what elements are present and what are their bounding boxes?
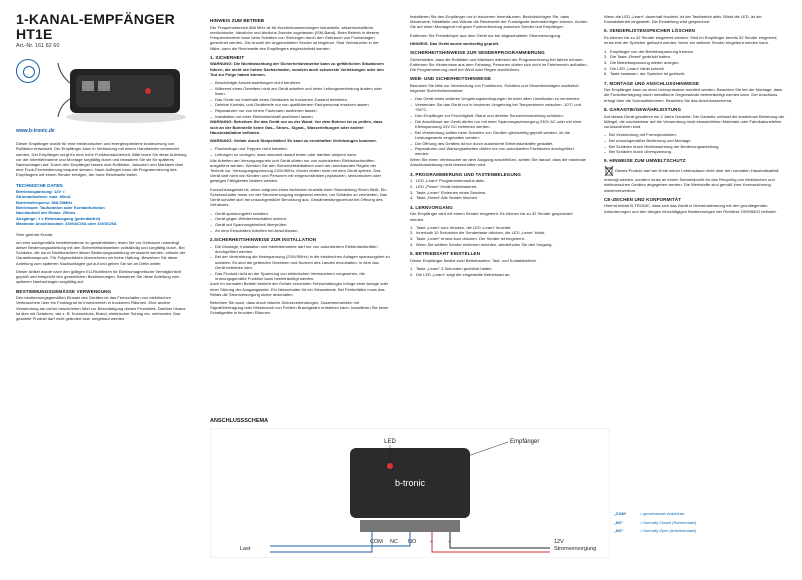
- contact-key: „COM“: [614, 512, 627, 516]
- intro-text: Dieser Empfänger wurde für eine elektronischen und energieoptimierte Ansteuerung von Rollläden entwickelt. Der Empfänger kann in Verbindung mit einem Handsender verwendet werden. Der Empfänger sorgt für eine hohe Funktionssicherheit. Bitte lesen Sie diese Anleitung vor der Inbetriebnahme und Montage sorgfältig durch und bewahren Sie sie für späteres Nachschlagen auf. Durch den Empfänger lassen sich Rollläden, Jalousien und Markisen über eine Funk-Fernbedienung bequem steuern. Nach Auflegen kann die Programmierung des Empfängers mit einem Sender erfolgen, der hohe Reichweite bietet.: [16, 141, 187, 178]
- paragraph: Dieser Empfänger besitzt zwei Betriebsarten: Tast- und Kontaktbetrieb.: [410, 257, 538, 263]
- list-item: – Die Montage, Installation und Inbetriebnahme darf nur von autorisiertem Elektrofachkräften durchgeführt werden.: [210, 244, 390, 254]
- section-heading: WEB- UND SICHERHEITSHINWEISE: [410, 76, 492, 82]
- list-item: – Den Empfänger vor Feuchtigkeit, Staub und direkter Sonneneinstrahlung schützen.: [410, 113, 588, 118]
- list-item: – Flachmänge und Treppen nicht betreten.: [210, 146, 390, 151]
- paragraph: Wenn Sie einen Verbraucher an dem Ausgang anschließen, achten Sie darauf, dass die maximale Anschlussleistung nicht überschritten wird.: [410, 157, 586, 168]
- bullet-list: [604, 132, 786, 154]
- tech-list: [16, 189, 188, 227]
- section-heading: HINWEIS ZUM BETRIEB: [210, 18, 265, 23]
- list-item: 3. Taste „Learn“ Einlernen eines Senders.: [410, 189, 487, 195]
- paragraph: Auf dieses Gerät gewähren wir 2 Jahre Garantie. Die Garantie umfasst die kostenlose Behebung der Mängel, die nachweisbar auf die Verwendung nicht einwandfreien Materials oder Fabrikationsfehler zurückzuführen sind.: [604, 113, 785, 129]
- brand-logo-icon: [16, 59, 40, 83]
- wheelie-bin-icon: [604, 165, 614, 177]
- paragraph: Alle Arbeiten am Versorgungsnetz und Gerät dürfen nur von autorisierten Elektrofachkräften ausgeführt werden. Wenden Sie den Sicherheitsleitsätzen nach den anerkannten Regeln der Technik vor. Versorgungsspannung 230V/50Hz, Kinder dürfen nicht mit dem Gerät spielen. Das Gerät darf nicht von Kindern und Personen mit eingeschränkten physischen, sensorischen oder geistigen Fähigkeiten bedient werden.: [210, 157, 381, 184]
- section-heading-text: 9. HINWEISE ZUM UMWELTSCHUTZ: [604, 158, 686, 164]
- contact-value: = gemeinsamer Anschluss: [640, 512, 685, 516]
- list-item: – Installation nur einer Elektrofachkraft ausführen lassen.: [210, 114, 390, 119]
- tech-title: TECHNISCHE DATEN: [16, 182, 63, 188]
- contact-value: = Normally Open (Arbeitskontakt): [640, 529, 697, 534]
- greeting: Sehr geehrte Kunde,: [16, 231, 54, 237]
- list-item: – Bei Schäden durch Überspannung.: [604, 149, 786, 154]
- power-label: Stromversorgung: [554, 546, 597, 552]
- warning-text: WARNUNG: Die Nichtbeachtung der Sicherheitshinweise kann zu gefährlichen Situationen führen, die nicht nur hohen Sachschaden, sondern auch schwerste Verletzungen oder den Tod zur Folge haben können.: [210, 61, 384, 77]
- list-item: 2. LED „Power“ Gerät betriebsbereit.: [410, 183, 478, 189]
- warning-text: WARNUNG: Betreiben Sie das Gerät nur an der Wand. Vor dem Bohren ist zu prüfen, dass sich an der Bohrstelle keine Gas-, Strom-, Signal-, Wasserleitungen oder andere Hausinstallation befinden.: [210, 119, 383, 135]
- paragraph: Hiermit erklärt B-TRONIC, dass sich das Gerät in Übereinstimmung mit den grundlegenden Anforderungen und den übrigen einschlägigen Bestimmungen der Richtlinie 1999/5/EG befindet.: [604, 203, 777, 214]
- list-item: 3. Taste „Learn“ erneut kurz drücken. Der Sender ist eingelernt.: [410, 236, 525, 242]
- paragraph: Auch im normalen Betrieb besteht der Gefahr vernetzten Fehlschaltungen infolge einer Anlage oder einer Störung der Ausgangsseite. Ein Netzschalter für ein Gesamtnetz. Bei Fehlerfällen muss das Relais die Stromversorgung sicher abschalten.: [210, 281, 389, 297]
- list-item: 1. LED „Learn“ Programmiermodus aktiv.: [410, 178, 485, 184]
- led-indicator: [387, 463, 393, 469]
- list-item: – Das Gerät eines anderen Umgebungsbedingungen ist unter allen Umständen zu vermeiden.: [410, 96, 588, 101]
- list-item: – Bei der Verdrahtung die Netzspannung (230V/50Hz) in die elektrischen Anlagen spannungsfrei zu schalten. Es sind die geltenden Gesetzen und Normen des Landes einzuhalten, in dem das Gerät betrieben wird.: [210, 254, 390, 270]
- list-item: – Leitungen so verlegen, dass niemand darauf treten oder darüber stolpern kann.: [210, 152, 390, 157]
- list-item: 5. Taste loslassen, der Speicher ist gelöscht.: [604, 71, 686, 77]
- list-item: – Beschädigte Anschlussleitungen nicht berühren.: [210, 80, 390, 85]
- list-item: 4. Taste „Reset“ Alle Sender löschen.: [410, 195, 479, 201]
- list-item: 2. Die Taste „Reset“ gedrückt halten.: [604, 54, 672, 60]
- contact-row: [614, 529, 789, 534]
- list-item: – Bei Schäden durch Nichtbeachtung der Bedienungsanleitung.: [604, 144, 786, 149]
- column-2: [210, 14, 390, 319]
- paragraph: Der Frequenzbereich 868 MHz ist für Kurzfunkanwendungen industrielle, wissenschaftliche, medizinische, häusliche und ähnliche Zwecke zugelassen (ISM-Band). Beim Betrieb in diesem Frequenzbereich kann beim Schalten von Störungen durch den Gebrauch von Funkanlagen gerechnet werden. Die Anzahl der angemeldeten Sender ist begrenzt. Sind Verbraucher in der Nähe, kann die Reichweite des Empfängers eingeschränkt werden.: [210, 24, 380, 51]
- section-heading: 4. LERNVORGANG: [410, 204, 453, 210]
- list-item: 2. Innerhalb 10 Sekunden die Sendertaste drücken, die LED „Learn“ blinkt.: [410, 230, 546, 236]
- paragraph: Entfernen Sie Fremdkörper aus dem Gerät nur bei abgeschalteter Stromversorgung.: [410, 32, 562, 38]
- section-heading: 7. MONTAGE UND ANSCHLUSSHINWEISE: [604, 80, 700, 86]
- bullet-list: [210, 146, 390, 157]
- paragraph: Der Empfänger kann an einer Unterputzdose montiert werden. Beachten Sie bei der Montage, dass die Funkübertragung durch metallische Gegenstände beeinträchtigt werden kann. Der Anschluss erfolgt über die Schraubklemmen. Beachten Sie das Anschlussschema.: [604, 87, 783, 103]
- list-item: – Die Anschlüsse am Gerät dürfen nur mit einer Spannungsversorgung 230V AC oder mit einer Kleinspannung 24V DC betrieben werden.: [410, 119, 588, 129]
- paragraph: Dieser Artikel wurde nach den gültigen EU-Richtlinien für Elektromagnetische Verträglichkeit geprüft und entspricht den gesetzlichen Bestimmungen. Bewahren Sie diese Anleitung zum späteren Nachschlagen sorgfältig auf.: [16, 268, 181, 285]
- list-item: – Während eines Gewitters nicht am Gerät arbeiten und keine Leitungsverbindung ändern oder lösen.: [210, 86, 390, 96]
- paragraph: Dieses Produkt darf am Ende seiner Lebensdauer nicht über den normalen Haushaltsabfall entsorgt werden, sondern muss an einem Sammelpunkt für das Recycling von elektrischen und elektronischen Geräten abgegeben werden. Die Werkstoffe sind gemäß ihrer Kennzeichnung wiederverwertbar.: [604, 165, 786, 193]
- section-heading: 1. SICHERHEIT: [210, 54, 245, 60]
- list-item: – Reparaturen nur von einem Fachmann ausführen lassen.: [210, 108, 390, 113]
- tech-row: Betriebsspannung: 12V ≈: [16, 188, 65, 194]
- device-label: Empfänger: [510, 439, 540, 445]
- wiring-diagram: [210, 428, 610, 558]
- note-text: HINWEIS: Das Gerät wurde werkseitig geprüft.: [410, 40, 500, 46]
- brand-row: [16, 55, 188, 141]
- list-item: – Gerät spannungsfrei schalten.: [210, 211, 390, 216]
- diagram-title: ANSCHLUSSSCHEMA: [210, 418, 269, 424]
- contact-row: [614, 521, 789, 526]
- tech-row: Nachlaufzeit der Relais: 250ms: [16, 210, 76, 216]
- list-item: 2. Die LED „Learn“ zeigt die eingestellte Betriebsart an.: [410, 271, 511, 277]
- list-item: – Die Öffnung des Gerätes ist nur durch autorisierte Elektrofachkräfte gestattet.: [410, 141, 588, 146]
- paragraph: Kurzschlussgefahr ist, wenn aufgrund eines fachlichen Ausfalls einer Stromleitung Strom fließt. Ein Schutzschalter muss vor der Stromversorgung eingesetzt werden, um Schäden zu vermeiden. Das Gerät schaltet sich bei unsachgemäßer Benutzung aus. Gewährleistungsverlust bei Öffnung des Gehäuses.: [210, 186, 388, 208]
- section-heading: 2.SICHERHEITSHINWEISE ZUR INSTALLATION: [210, 236, 317, 242]
- paragraph: Den bestimmungsgemäßen Einsatz des Gerätes ist das Fernschalten von elektrischen Verbrauchern über ein Funksignal im Innenbereich in trockenen Räumen. Eine andere Verwendung als vorher beschrieben führt zur Beschädigung dieses Produktes. Darüber hinaus ist dies mit Gefahren, wie z. B. Kurzschluss, Brand, elektrischer Schlag etc. verbunden. Das gesamte Produkt darf nicht geändert bzw. umgebaut werden.: [16, 295, 186, 322]
- paragraph: Sicherstellen, dass die Rollläden und Markisen während der Programmierung frei fahren können. Entfernen Sie Hindernisse aus dem Fahrweg. Personen dürfen sich nicht im Fahrbereich aufhalten. Die Programmierung nicht bei Wind oder Regen durchführen.: [410, 56, 588, 73]
- numbered-list: [410, 266, 588, 277]
- list-item: 4. Wenn Sie weitere Sender einlernen möchten, wiederholen Sie den Vorgang.: [410, 241, 553, 247]
- device-brand-label: b-tronic: [394, 478, 426, 488]
- tech-row: Maximale Anschlusslast: 230VAC/5A oder 24VDC/5A: [16, 221, 117, 227]
- section-heading: BESTIMMUNGSGEMÄSSE VERWENDUNG: [16, 288, 112, 294]
- tech-row: Betriebsart: Taufunktion oder Kontaktfunktion: [16, 205, 105, 211]
- contact-value: = Normally Closed (Ruhekontakt): [640, 520, 697, 525]
- list-item: – Das Gerät nur innerhalb eines Gebäudes im trockenen Zustand betreiben.: [210, 97, 390, 102]
- terminal-label: +: [430, 539, 434, 545]
- website-link[interactable]: www.b-tronic.de: [16, 128, 55, 135]
- tech-row: Stromaufnahme: max. 80mA: [16, 194, 71, 200]
- voltage-label: 12V: [554, 539, 564, 545]
- list-item: – Defekte Kontakt- und Geräteteile nur von qualifiziertem Fachpersonal ersetzen lassen.: [210, 102, 390, 107]
- list-item: 3. Die Betriebsspannung wieder anlegen.: [604, 59, 680, 65]
- contact-row: [614, 512, 789, 517]
- terminal-label: -: [448, 539, 450, 545]
- column-1: [16, 0, 188, 324]
- contacts-legend: [614, 512, 789, 538]
- list-item: – An dem Einschalten Arbeiten bei Anschlüssen.: [210, 228, 390, 233]
- terminal-label: NO: [408, 539, 417, 545]
- section-heading: 6. SENDERLISTENSPEICHER LÖSCHEN: [604, 28, 695, 34]
- column-3: [410, 14, 588, 277]
- paragraph: Betreiben Sie auch, dass durch falsche Schutzverbindungen, Zusammenwirken mit Signalübertragung oder Missbrauch von Fehlern Brandgefahr entstehen kann. Installieren Sie keine Schaltgeräte in feuchten Räumen.: [210, 300, 389, 316]
- list-item: – Bei Verwendung mit Fremdprodukten.: [604, 132, 786, 137]
- led-label: LED: [384, 439, 396, 445]
- list-item: 4. Die LED „Learn“ blinkt schnell.: [604, 65, 665, 71]
- numbered-list: [410, 178, 588, 200]
- receiver-device-image: [56, 55, 186, 125]
- paragraph: Wenn die LED „Learn“ dauerhaft leuchtet, ist der Tastbetrieb aktiv. Blinkt die LED, ist der Kontaktbetrieb eingestellt. Die Einstellung wird gespeichert.: [604, 14, 762, 25]
- paragraph: um eine sachgemäße Inbetriebnahme zu gewährleisten, lesen Sie vor Gebrauch unbedingt dieser Bedienungsanleitung mit den Sicherheitshinweisen vollständig und sorgfältig durch. Bei Schäden, die durch Nichtbeachten dieser Bedienungsanleitung verursacht werden, erlischt der Garantieanspruch. Für Folgeschäden übernehmen wir keine Haftung. Bewahren Sie diese Anleitung zum späteren Nachschlagen gut auf und geben Sie sie an Dritte weiter.: [16, 239, 186, 266]
- numbered-list: [604, 49, 786, 77]
- list-item: – Das Produkt nicht an der Spannung von elektrischen Verbrauchern vorgesehen, die ordnungsgemäße Funktion kann beeinträchtigt werden.: [210, 271, 390, 281]
- bullet-list: [410, 96, 588, 156]
- section-heading: [604, 158, 786, 163]
- section-heading: 8. GARANTIE/GEWÄHRLEISTUNG: [604, 106, 682, 112]
- paragraph: Es können bis zu 32 Sender eingelernt werden. Sind im Empfänger bereits 32 Sender eingelernt, muss erst der Speicher gelöscht werden, bevor ein weiterer Sender eingelernt werden kann.: [604, 35, 778, 46]
- terminal-block: [360, 520, 460, 532]
- warning-text: WARNUNG: Gefahr durch Stolperfallen! Es kann zu ernsthaften Verletzungen kommen.: [210, 138, 377, 144]
- section-heading: 3. PROGRAMMIERUNG UND TASTENBELEGUNG: [410, 171, 521, 177]
- contact-key: „NO“: [614, 529, 624, 534]
- list-item: – Reparaturen und Wartungsarbeiten dürfen nur von autorisierten Fachleuten durchgeführt werden.: [410, 146, 588, 156]
- list-item: 1. Taste „Learn“ kurz drücken, die LED „Learn“ leuchtet.: [410, 224, 512, 230]
- list-item: 1. Empfänger von der Betriebsspannung trennen.: [604, 48, 695, 54]
- section-heading: SICHERHEITSHINWEISE ZUR SENDERPROGRAMMIERUNG: [410, 50, 545, 56]
- bullet-list: [210, 80, 390, 119]
- column-4: [604, 14, 786, 217]
- section-heading: 5. BETRIEBSART EINSTELLEN: [410, 251, 481, 257]
- tech-row: Ausgänge: 1 x Relaisausgang (potentialfrei): [16, 215, 101, 221]
- page-title: 1-KANAL-EMPFÄNGER HT1E: [16, 11, 175, 42]
- bullet-list: [210, 211, 390, 233]
- list-item: 1. Taste „Learn“ 3 Sekunden gedrückt halten.: [410, 265, 493, 271]
- list-item: – Gerät auf Spannungsfreiheit überprüfen.: [210, 222, 390, 227]
- bullet-list: [210, 244, 390, 281]
- list-item: – Bei unsachgemäßer Bedienung und Montage.: [604, 138, 786, 143]
- paragraph: Installieren Sie den Empfänger nur in trockenen Innenräumen. Berücksichtigen Sie, dass Mauerwerk, Metallteile und Wände die Reichweite der Funksignale beeinträchtigen können. Achten Sie auf einen Montageort mit guter Funkverbindung zwischen Sender und Empfänger.: [410, 14, 588, 30]
- paragraph: Benutzen Sie bitte zur Verwendung von Funktionen, Schalten und Gewerbeanlagen zusätzlich folgende Sicherheitshinweise:: [410, 83, 579, 94]
- paragraph: Der Empfänger wird mit einem Sender eingelernt. Es können bis zu 32 Sender gespeichert werden.: [410, 211, 573, 222]
- article-number: Art.-Nr. 161 82 60: [16, 43, 60, 49]
- terminal-label: NC: [390, 539, 398, 545]
- contact-key: „NC“: [614, 520, 624, 525]
- list-item: – Verwenden Sie das Gerät nur in trockener Umgebung bei Temperaturen zwischen -10°C und +50°C.: [410, 102, 588, 112]
- tech-row: Betriebsfrequenz: 868,35MHz: [16, 199, 73, 205]
- list-item: – Gerät gegen Wiedereinschalten sichern.: [210, 216, 390, 221]
- list-item: – Bei Verwendung sollten beim Schalten von Geräten gleichzeitig geprüft werden, ob die Leistungswerte eingehalten werden.: [410, 130, 588, 140]
- terminal-label: COM: [370, 539, 383, 545]
- numbered-list: [410, 225, 588, 247]
- load-label: Last: [240, 546, 251, 552]
- section-heading: CE-ZEICHEN UND KONFORMITÄT: [604, 196, 682, 202]
